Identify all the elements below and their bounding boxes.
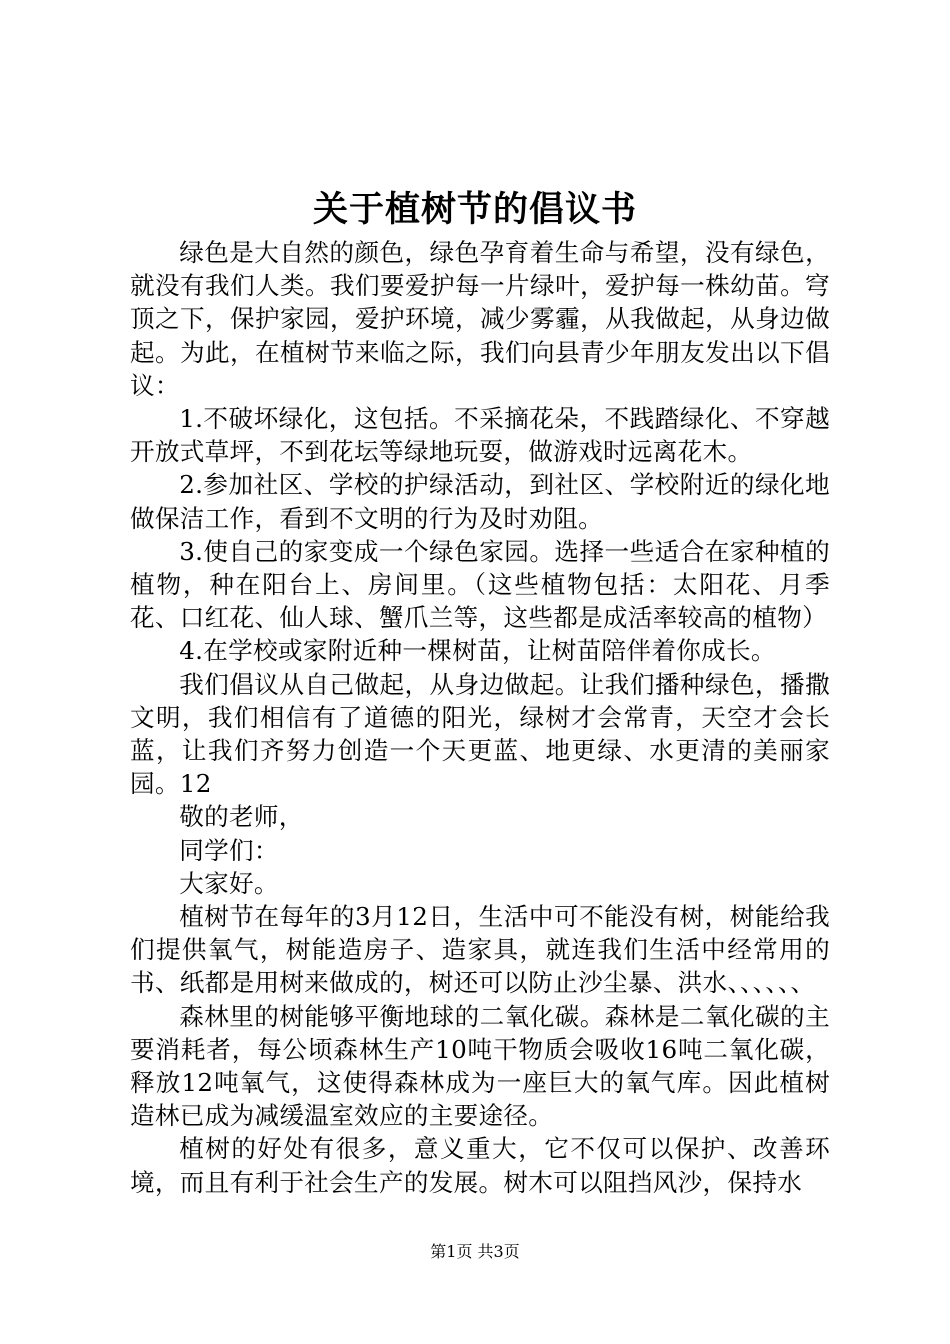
paragraph-salutation-teachers: 敬的老师，: [179, 802, 304, 832]
paragraph-arbor-day: 植树节在每年的3月12日，生活中可不能没有树，树能给我们提供氧气，树能造房子、造家具，就连我们生活中经常用的书、纸都是用树来做成的，树还可以防止沙尘暴、洪水、、、、、、: [130, 902, 830, 998]
paragraph-item-3: 3.使自己的家变成一个绿色家园。选择一些适合在家种植的植物，种在阳台上、房间里。（这些植物包括：太阳花、月季花、口红花、仙人球、蟹爪兰等，这些都是成活率较高的植物）: [130, 536, 830, 633]
paragraph-salutation-students: 同学们：: [179, 835, 279, 865]
page-footer: 第1页 共3页: [430, 1242, 520, 1261]
document-body: [130, 236, 830, 1199]
document-title: 关于植树节的倡议书: [312, 189, 637, 230]
paragraph-tree-benefits: 植树的好处有很多，意义重大，它不仅可以保护、改善环境，而且有利于社会生产的发展。树木可以阻挡风沙，保持水: [130, 1134, 830, 1197]
paragraph-item-1: 1.不破坏绿化，这包括。不采摘花朵，不践踏绿化、不穿越开放式草坪，不到花坛等绿地玩耍，做游戏时远离花木。: [130, 404, 830, 467]
paragraph-intro: 绿色是大自然的颜色，绿色孕育着生命与希望，没有绿色，就没有我们人类。我们要爱护每一片绿叶，爱护每一株幼苗。穹顶之下，保护家园，爱护环境，减少雾霾，从我做起，从身边做起。为此，在植树节来临之际，我们向县青少年朋友发出以下倡议：: [130, 238, 830, 400]
paragraph-greeting: 大家好。: [179, 868, 279, 898]
paragraph-closing: 我们倡议从自己做起，从身边做起。让我们播种绿色，播撒文明，我们相信有了道德的阳光，绿树才会常青，天空才会长蓝，让我们齐努力创造一个天更蓝、地更绿、水更清的美丽家园。12: [130, 669, 830, 799]
paragraph-item-2: 2.参加社区、学校的护绿活动，到社区、学校附近的绿化地做保洁工作，看到不文明的行为及时劝阻。: [130, 470, 830, 533]
paragraph-forest-co2: 森林里的树能够平衡地球的二氧化碳。森林是二氧化碳的主要消耗者，每公顷森林生产10吨干物质会吸收16吨二氧化碳，释放12吨氧气，这使得森林成为一座巨大的氧气库。因此植树造林已成为减缓温室效应的主要途径。: [130, 1001, 830, 1131]
paragraph-item-4: 4.在学校或家附近种一棵树苗，让树苗陪伴着你成长。: [179, 636, 776, 666]
